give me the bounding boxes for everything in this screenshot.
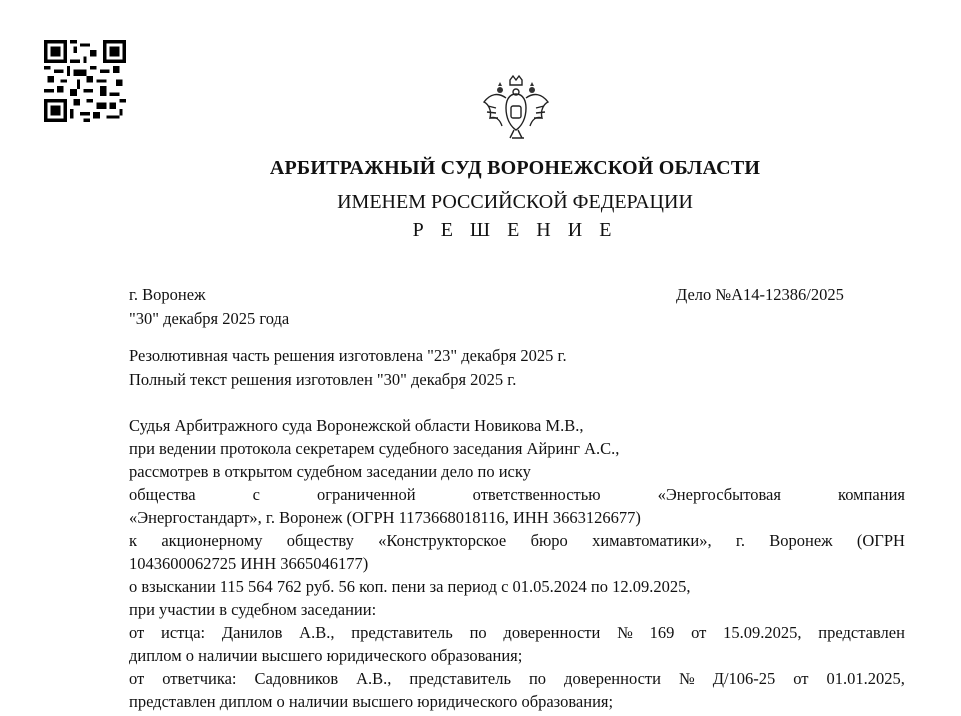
claim-line: о взыскании 115 564 762 руб. 56 коп. пени за период с 01.05.2024 по 12.09.2025,	[129, 577, 691, 596]
case-number: Дело №А14-12386/2025	[676, 285, 844, 304]
plaintiff-details-line: «Энергостандарт», г. Воронеж (ОГРН 1173668018116, ИНН 3663126677)	[129, 508, 641, 527]
defendant-details-line: 1043600062725 ИНН 3665046177)	[129, 554, 369, 573]
defendant-representative-line: от ответчика: Садовников А.В., представитель по доверенности № Д/106-25 от 01.01.2025,	[129, 669, 905, 688]
secretary-line: при ведении протокола секретарем судебного заседания Айринг А.С.,	[129, 439, 620, 458]
qr-code-icon	[44, 40, 126, 122]
case-intro-line: рассмотрев в открытом судебном заседании дело по иску	[129, 462, 531, 481]
plaintiff-representative-line: от истца: Данилов А.В., представитель по доверенности № 169 от 15.09.2025, представлен	[129, 623, 905, 642]
in-name-of-heading: ИМЕНЕМ РОССИЙСКОЙ ФЕДЕРАЦИИ	[337, 191, 693, 213]
participants-heading: при участии в судебном заседании:	[129, 600, 377, 619]
defendant-diploma-line: представлен диплом о наличии высшего юридического образования;	[129, 692, 614, 711]
full-text-date-line: Полный текст решения изготовлен "30" декабря 2025 г.	[129, 370, 517, 389]
plaintiff-diploma-line: диплом о наличии высшего юридического образования;	[129, 646, 523, 665]
court-name: АРБИТРАЖНЫЙ СУД ВОРОНЕЖСКОЙ ОБЛАСТИ	[269, 157, 761, 179]
city: г. Воронеж	[129, 285, 206, 304]
decision-date: "30" декабря 2025 года	[129, 309, 290, 328]
coat-of-arms-emblem	[478, 72, 554, 148]
resolutive-date-line: Резолютивная часть решения изготовлена "23" декабря 2025 г.	[129, 346, 567, 365]
judge-line: Судья Арбитражного суда Воронежской области Новикова М.В.,	[129, 416, 584, 435]
document-type-heading: Р Е Ш Е Н И Е	[412, 219, 618, 241]
defendant-line: к акционерному обществу «Конструкторское бюро химавтоматики», г. Воронеж (ОГРН	[129, 531, 905, 550]
plaintiff-line: общества с ограниченной ответственностью «Энергосбытовая компания	[129, 485, 905, 504]
